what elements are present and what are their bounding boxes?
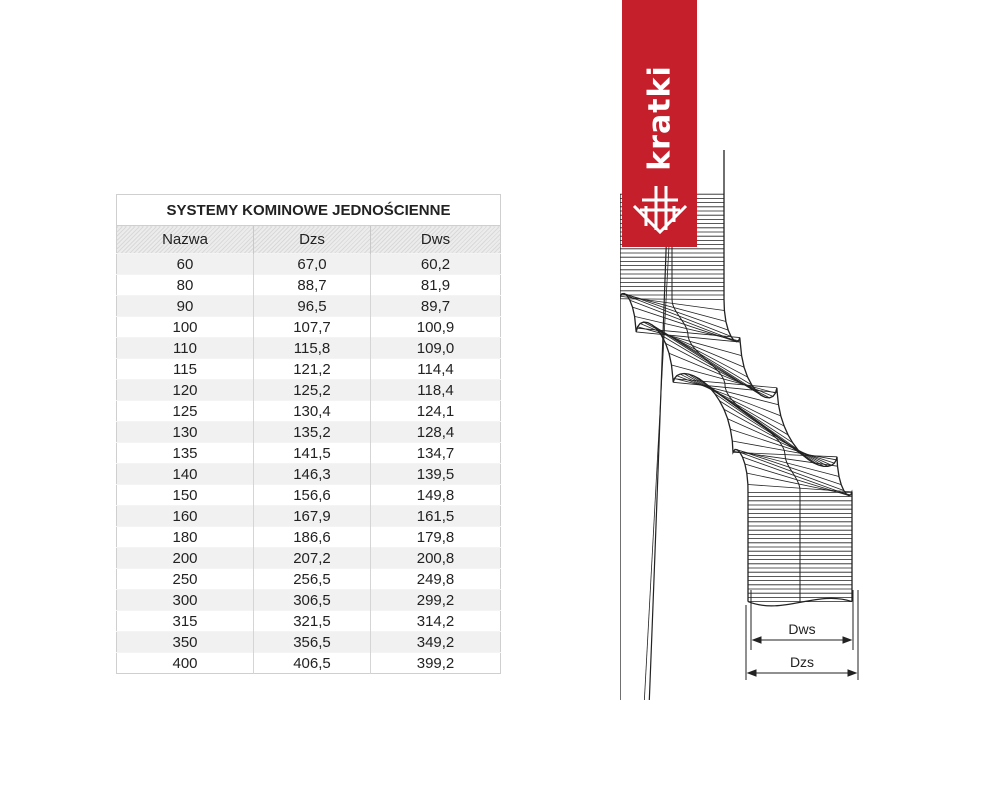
cell-nazwa: 140 bbox=[117, 464, 254, 485]
table-row bbox=[117, 632, 501, 653]
cell-nazwa: 350 bbox=[117, 632, 254, 653]
cell-nazwa: 115 bbox=[117, 359, 254, 380]
cell-dws: 179,8 bbox=[371, 527, 501, 548]
kratki-logo bbox=[622, 0, 697, 247]
cell-dzs: 115,8 bbox=[254, 338, 371, 359]
grid-chevron-icon bbox=[628, 176, 692, 240]
cell-nazwa: 150 bbox=[117, 485, 254, 506]
cell-nazwa: 90 bbox=[117, 296, 254, 317]
cell-dzs: 167,9 bbox=[254, 506, 371, 527]
cell-dws: 60,2 bbox=[371, 254, 501, 275]
cell-nazwa: 160 bbox=[117, 506, 254, 527]
cell-dws: 100,9 bbox=[371, 317, 501, 338]
table-row bbox=[117, 569, 501, 590]
cell-dws: 124,1 bbox=[371, 401, 501, 422]
cell-nazwa: 110 bbox=[117, 338, 254, 359]
cell-dzs: 321,5 bbox=[254, 611, 371, 632]
cell-dzs: 88,7 bbox=[254, 275, 371, 296]
cell-dzs: 146,3 bbox=[254, 464, 371, 485]
spec-table bbox=[116, 194, 501, 674]
cell-nazwa: 125 bbox=[117, 401, 254, 422]
pipe-outline-right bbox=[724, 150, 852, 602]
cell-dws: 109,0 bbox=[371, 338, 501, 359]
table-row bbox=[117, 317, 501, 338]
table-row bbox=[117, 653, 501, 674]
cell-dws: 134,7 bbox=[371, 443, 501, 464]
dws-label: Dws bbox=[788, 621, 816, 637]
cell-dws: 349,2 bbox=[371, 632, 501, 653]
cell-dzs: 135,2 bbox=[254, 422, 371, 443]
table-row bbox=[117, 401, 501, 422]
cell-nazwa: 400 bbox=[117, 653, 254, 674]
table-row bbox=[117, 359, 501, 380]
cell-nazwa: 135 bbox=[117, 443, 254, 464]
header-nazwa: Nazwa bbox=[117, 226, 254, 254]
cell-nazwa: 180 bbox=[117, 527, 254, 548]
cell-nazwa: 130 bbox=[117, 422, 254, 443]
table-row bbox=[117, 443, 501, 464]
cell-nazwa: 315 bbox=[117, 611, 254, 632]
table-row bbox=[117, 527, 501, 548]
table-row bbox=[117, 548, 501, 569]
cell-dws: 200,8 bbox=[371, 548, 501, 569]
cell-dzs: 96,5 bbox=[254, 296, 371, 317]
table-row bbox=[117, 422, 501, 443]
cell-dws: 81,9 bbox=[371, 275, 501, 296]
cell-dws: 149,8 bbox=[371, 485, 501, 506]
header-dzs: Dzs bbox=[254, 226, 371, 254]
cell-dzs: 121,2 bbox=[254, 359, 371, 380]
cell-nazwa: 250 bbox=[117, 569, 254, 590]
brand-name: kratki bbox=[642, 65, 677, 171]
cell-dzs: 306,5 bbox=[254, 590, 371, 611]
pipe-centerline bbox=[672, 190, 800, 602]
cell-dzs: 67,0 bbox=[254, 254, 371, 275]
cell-dws: 114,4 bbox=[371, 359, 501, 380]
cell-dws: 299,2 bbox=[371, 590, 501, 611]
table-row bbox=[117, 590, 501, 611]
cell-dzs: 186,6 bbox=[254, 527, 371, 548]
header-dws: Dws bbox=[371, 226, 501, 254]
cell-dws: 118,4 bbox=[371, 380, 501, 401]
cell-nazwa: 300 bbox=[117, 590, 254, 611]
table-row bbox=[117, 254, 501, 275]
table-row bbox=[117, 296, 501, 317]
cell-dzs: 406,5 bbox=[254, 653, 371, 674]
table-body bbox=[117, 254, 501, 674]
cell-dzs: 130,4 bbox=[254, 401, 371, 422]
table-row bbox=[117, 611, 501, 632]
cell-nazwa: 60 bbox=[117, 254, 254, 275]
cell-dws: 314,2 bbox=[371, 611, 501, 632]
table-row bbox=[117, 275, 501, 296]
cell-dws: 139,5 bbox=[371, 464, 501, 485]
table-row bbox=[117, 338, 501, 359]
dzs-label: Dzs bbox=[789, 654, 815, 670]
cell-dws: 161,5 bbox=[371, 506, 501, 527]
cell-dws: 89,7 bbox=[371, 296, 501, 317]
cell-dzs: 156,6 bbox=[254, 485, 371, 506]
cell-dzs: 107,7 bbox=[254, 317, 371, 338]
cell-dws: 249,8 bbox=[371, 569, 501, 590]
cell-dws: 128,4 bbox=[371, 422, 501, 443]
cell-nazwa: 200 bbox=[117, 548, 254, 569]
table-title: SYSTEMY KOMINOWE JEDNOŚCIENNE bbox=[117, 195, 501, 226]
cell-dzs: 256,5 bbox=[254, 569, 371, 590]
cell-dzs: 125,2 bbox=[254, 380, 371, 401]
cell-dws: 399,2 bbox=[371, 653, 501, 674]
table-row bbox=[117, 506, 501, 527]
cell-nazwa: 100 bbox=[117, 317, 254, 338]
cell-nazwa: 80 bbox=[117, 275, 254, 296]
cell-dzs: 207,2 bbox=[254, 548, 371, 569]
cell-dzs: 356,5 bbox=[254, 632, 371, 653]
table-row bbox=[117, 464, 501, 485]
table-row bbox=[117, 380, 501, 401]
table-row bbox=[117, 485, 501, 506]
cell-nazwa: 120 bbox=[117, 380, 254, 401]
cell-dzs: 141,5 bbox=[254, 443, 371, 464]
